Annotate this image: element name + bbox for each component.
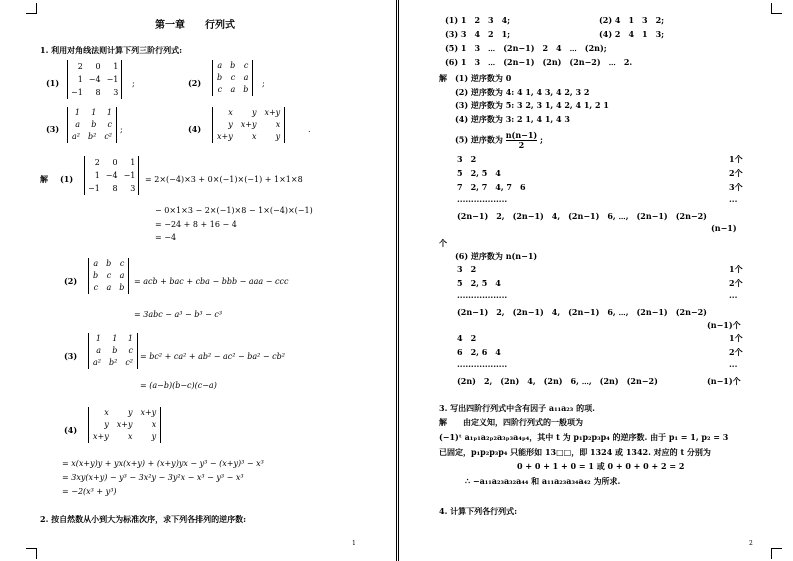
matrix-row: [213, 84, 252, 96]
separator: ;: [132, 79, 135, 88]
matrix-cell: −4: [105, 171, 118, 180]
matrix-cell: b: [106, 259, 112, 268]
matrix-cell: a: [93, 259, 99, 268]
matrix-cell: b²: [87, 132, 97, 141]
matrix-cell: x: [228, 108, 233, 117]
matrix-cell: 1: [113, 62, 119, 71]
matrix-cell: c: [106, 271, 112, 280]
matrix-cell: a: [96, 346, 101, 355]
matrix-cell: a: [217, 61, 223, 70]
matrix-cell: x+y: [264, 108, 281, 117]
t6b-last-row: (2n) 2, (2n) 4, (2n) 6, ⋯, (2n) (2n−2): [457, 376, 658, 386]
sol-label-4: (4): [64, 425, 78, 435]
matrix-cell: y: [104, 420, 109, 429]
crop-mark: [26, 3, 37, 14]
matrix-2: [212, 60, 253, 96]
label-4: (4): [188, 124, 202, 134]
matrix-cell: y: [275, 132, 281, 141]
crop-mark: [26, 548, 37, 559]
perm-6: (6) 1 3 ⋯ (2n−1) (2n) (2n−2) ⋯ 2.: [445, 57, 633, 67]
question-2: 2. 按自然数从小到大为标准次序，求下列各排列的逆序数:: [40, 514, 247, 524]
matrix-cell: 1: [112, 334, 118, 343]
sol-label-1: (1): [60, 174, 74, 184]
solution-label: 解: [40, 174, 48, 184]
matrix-4: [212, 107, 285, 143]
matrix-row: [89, 431, 160, 443]
matrix-cell: −4: [88, 75, 101, 84]
matrix-row: [68, 107, 116, 119]
t5-last-row: (2n−1) 2, (2n−1) 4, (2n−1) 6, ⋯, (2n−1) (2n−2): [457, 211, 707, 221]
table-row-count: ···: [729, 196, 738, 206]
separator: .: [308, 125, 311, 134]
matrix-cell: 1: [130, 158, 136, 167]
separator: ;: [120, 125, 123, 134]
matrix-cell: b: [91, 120, 97, 129]
answer-5-prefix: (5) 逆序数为: [455, 134, 503, 145]
solution-label: 解: [439, 73, 447, 83]
crop-mark: [771, 3, 782, 14]
label-1: (1): [46, 78, 60, 88]
sol4-line1: = x(x+y)y + yx(x+y) + (x+y)yx − y³ − (x+y)³ − x³: [62, 459, 264, 468]
table-row-left: 6 2, 6 4: [457, 347, 501, 357]
perm-4: (4) 2 4 1 3;: [599, 29, 665, 39]
page-2: [398, 0, 793, 561]
sol1-line2: − 0×1×3 − 2×(−1)×8 − 1×(−4)×(−1): [155, 206, 313, 215]
matrix-cell: c: [230, 73, 236, 82]
table-row-left: 3 2: [457, 264, 477, 274]
q3-solution-line4: 0 + 0 + 1 + 0 = 1 或 0 + 0 + 0 + 2 = 2: [517, 461, 685, 471]
matrix-cell: c²: [125, 358, 133, 367]
matrix-cell: x+y: [240, 120, 257, 129]
matrix-row: [89, 419, 160, 431]
matrix-1: [67, 60, 122, 99]
matrix-cell: b: [217, 73, 223, 82]
matrix-cell: c: [119, 259, 125, 268]
table-row-left: 7 2, 7 4, 7 6: [457, 182, 526, 192]
table-row-left: 5 2, 5 4: [457, 168, 501, 178]
matrix-cell: 8: [95, 88, 101, 97]
fraction-numerator: n(n−1): [505, 130, 538, 140]
matrix-cell: x: [104, 408, 109, 417]
table-row-count: 2个: [729, 168, 743, 178]
matrix-cell: c: [93, 283, 99, 292]
matrix-cell: x+y: [116, 420, 133, 429]
matrix-cell: a: [106, 283, 112, 292]
matrix-row: [213, 72, 252, 84]
matrix-cell: b: [112, 346, 118, 355]
answer-5-suffix: ;: [540, 134, 543, 145]
sol-matrix-1: [84, 156, 139, 195]
answer-1: (1) 逆序数为 0: [455, 73, 512, 83]
matrix-cell: x: [275, 120, 281, 129]
question-3: 3. 写出四阶行列式中含有因子 a₁₁a₂₃ 的项.: [439, 403, 595, 413]
matrix-cell: b²: [108, 358, 118, 367]
table-row-count: 1个: [729, 333, 743, 343]
sol2-line2: = 3abc − a³ − b³ − c³: [134, 310, 223, 319]
perm-5: (5) 1 3 ⋯ (2n−1) 2 4 ⋯ (2n);: [445, 43, 607, 53]
matrix-row: [89, 270, 128, 282]
matrix-row: [89, 282, 128, 294]
table-row-count: ···: [729, 292, 738, 302]
fraction-denominator: 2: [518, 140, 525, 150]
sol-matrix-2: [88, 258, 129, 294]
matrix-cell: x: [127, 432, 133, 441]
matrix-cell: b: [230, 61, 236, 70]
matrix-row: [213, 119, 284, 131]
matrix-cell: x+y: [140, 408, 157, 417]
matrix-cell: x+y: [93, 432, 109, 441]
matrix-cell: −1: [123, 171, 136, 180]
matrix-row: [85, 169, 138, 182]
matrix-row: [89, 258, 128, 270]
page-number: 1: [352, 540, 356, 547]
label-2: (2): [188, 78, 202, 88]
matrix-cell: 2: [77, 62, 83, 71]
matrix-cell: 0: [112, 158, 118, 167]
matrix-cell: a²: [93, 358, 101, 367]
table-row-left: 5 2, 5 4: [457, 278, 501, 288]
t6b-last-count: (n−1)个: [707, 376, 741, 386]
answer-5-fraction: [506, 131, 537, 150]
question-1: 1. 利用对角线法则计算下列三阶行列式:: [40, 45, 183, 55]
sol2-line1: = acb + bac + cba − bbb − aaa − ccc: [134, 277, 289, 286]
t6-last-row: (2n−1) 2, (2n−1) 4, (2n−1) 6, ⋯, (2n−1) (2n−2): [457, 307, 707, 317]
matrix-cell: 3: [130, 184, 136, 193]
matrix-cell: 8: [112, 184, 118, 193]
matrix-row: [213, 107, 284, 119]
t6-last-count: (n−1)个: [707, 320, 741, 330]
answer-2: (2) 逆序数为 4: 4 1, 4 3, 4 2, 3 2: [455, 87, 590, 97]
matrix-cell: 0: [95, 62, 101, 71]
answer-4: (4) 逆序数为 3: 2 1, 4 1, 4 3: [455, 114, 570, 124]
answer-3: (3) 逆序数为 5: 3 2, 3 1, 4 2, 4 1, 2 1: [455, 100, 609, 110]
matrix-row: [68, 73, 121, 86]
matrix-cell: x+y: [217, 132, 233, 141]
question-4: 4. 计算下列各行列式:: [439, 506, 518, 516]
sol4-line2: = 3xy(x+y) − y³ − 3x²y − 3y²x − x³ − y³ − x³: [62, 473, 244, 482]
matrix-cell: c: [217, 85, 223, 94]
page-number: 2: [749, 540, 753, 547]
matrix-cell: 1: [106, 108, 112, 117]
matrix-cell: y: [151, 432, 157, 441]
perm-1: (1) 1 2 3 4;: [445, 15, 511, 25]
matrix-row: [68, 131, 116, 143]
q3-solution-line3: 已固定，p₁p₂p₃p₄ 只能形如 13□□，即 1324 或 1342. 对应的 t 分别为: [439, 447, 711, 457]
t5-last-count: (n−1): [711, 223, 737, 233]
sol-matrix-4: [88, 407, 161, 443]
matrix-3: [67, 107, 117, 143]
q3-solution-line5: ∴ −a₁₁a₂₃a₃₂a₄₄ 和 a₁₁a₂₃a₃₄a₄₂ 为所求.: [465, 476, 621, 486]
sol4-line3: = −2(x³ + y³): [62, 487, 117, 496]
matrix-cell: a: [230, 85, 236, 94]
label-3: (3): [46, 124, 60, 134]
matrix-cell: a: [119, 271, 125, 280]
matrix-cell: x: [151, 420, 157, 429]
answer-6: (6) 逆序数为 n(n−1): [455, 251, 538, 261]
matrix-cell: b: [93, 271, 99, 280]
table-row-count: 2个: [729, 347, 743, 357]
matrix-row: [68, 119, 116, 131]
perm-2: (2) 4 1 3 2;: [599, 15, 665, 25]
q3-solution-line2: (−1)ᵗ a₁ₚ₁a₂ₚ₂a₃ₚ₃a₄ₚ₄，其中 t 为 p₁p₂p₃p₄ 的逆序数. 由于 p₁ = 1, p₂ = 3: [439, 432, 729, 442]
matrix-cell: 1: [77, 75, 83, 84]
sol-matrix-3: [88, 333, 138, 369]
matrix-cell: y: [228, 120, 233, 129]
perm-3: (3) 3 4 2 1;: [445, 29, 511, 39]
table-row-count: 1个: [729, 264, 743, 274]
matrix-cell: a: [75, 120, 80, 129]
table-row-left: ··················: [457, 196, 508, 206]
table-row-left: 3 2: [457, 154, 477, 164]
matrix-row: [89, 333, 137, 345]
matrix-cell: −1: [71, 88, 83, 97]
matrix-cell: 3: [113, 88, 119, 97]
matrix-cell: 1: [91, 108, 97, 117]
matrix-cell: x: [251, 132, 257, 141]
matrix-cell: 1: [74, 108, 80, 117]
matrix-row: [68, 60, 121, 73]
sol-label-3: (3): [64, 351, 78, 361]
sol3-line1: = bc² + ca² + ab² − ac² − ba² − cb²: [140, 352, 285, 361]
matrix-cell: c: [243, 61, 249, 70]
separator: ;: [262, 79, 265, 88]
matrix-cell: b: [243, 85, 249, 94]
chapter-title: 第一章 行列式: [155, 20, 235, 31]
matrix-cell: −1: [106, 75, 119, 84]
sol1-line4: = −4: [155, 233, 177, 242]
matrix-cell: 1: [94, 171, 100, 180]
t5-last-unit: 个: [439, 238, 447, 248]
sol3-line2: = (a−b)(b−c)(c−a): [140, 381, 217, 390]
matrix-row: [213, 131, 284, 143]
matrix-row: [68, 86, 121, 99]
matrix-cell: c²: [104, 132, 112, 141]
table-row-count: ···: [729, 361, 738, 371]
matrix-cell: y: [127, 408, 133, 417]
table-row-left: 4 2: [457, 333, 477, 343]
matrix-cell: a²: [72, 132, 80, 141]
matrix-cell: 1: [95, 334, 101, 343]
matrix-row: [89, 407, 160, 419]
table-row-count: 2个: [729, 278, 743, 288]
answer-5: [455, 131, 543, 150]
matrix-cell: −1: [88, 184, 100, 193]
matrix-row: [85, 182, 138, 195]
table-row-count: 1个: [729, 154, 743, 164]
table-row-left: ··················: [457, 292, 508, 302]
matrix-cell: c: [107, 120, 112, 129]
matrix-cell: y: [251, 108, 257, 117]
sol-label-2: (2): [64, 276, 78, 286]
crop-mark: [771, 548, 782, 559]
matrix-cell: c: [128, 346, 133, 355]
table-row-left: ··················: [457, 361, 508, 371]
matrix-cell: 2: [94, 158, 100, 167]
q3-solution-line1: 解 由定义知，四阶行列式的一般项为: [439, 417, 583, 427]
matrix-cell: 1: [127, 334, 133, 343]
sol1-line3: = −24 + 8 + 16 − 4: [155, 220, 237, 229]
matrix-row: [89, 357, 137, 369]
matrix-row: [213, 60, 252, 72]
matrix-cell: b: [119, 283, 125, 292]
sol1-line1: = 2×(−4)×3 + 0×(−1)×(−1) + 1×1×8: [145, 175, 303, 184]
matrix-row: [89, 345, 137, 357]
matrix-row: [85, 156, 138, 169]
matrix-cell: a: [243, 73, 249, 82]
table-row-count: 3个: [729, 182, 743, 192]
